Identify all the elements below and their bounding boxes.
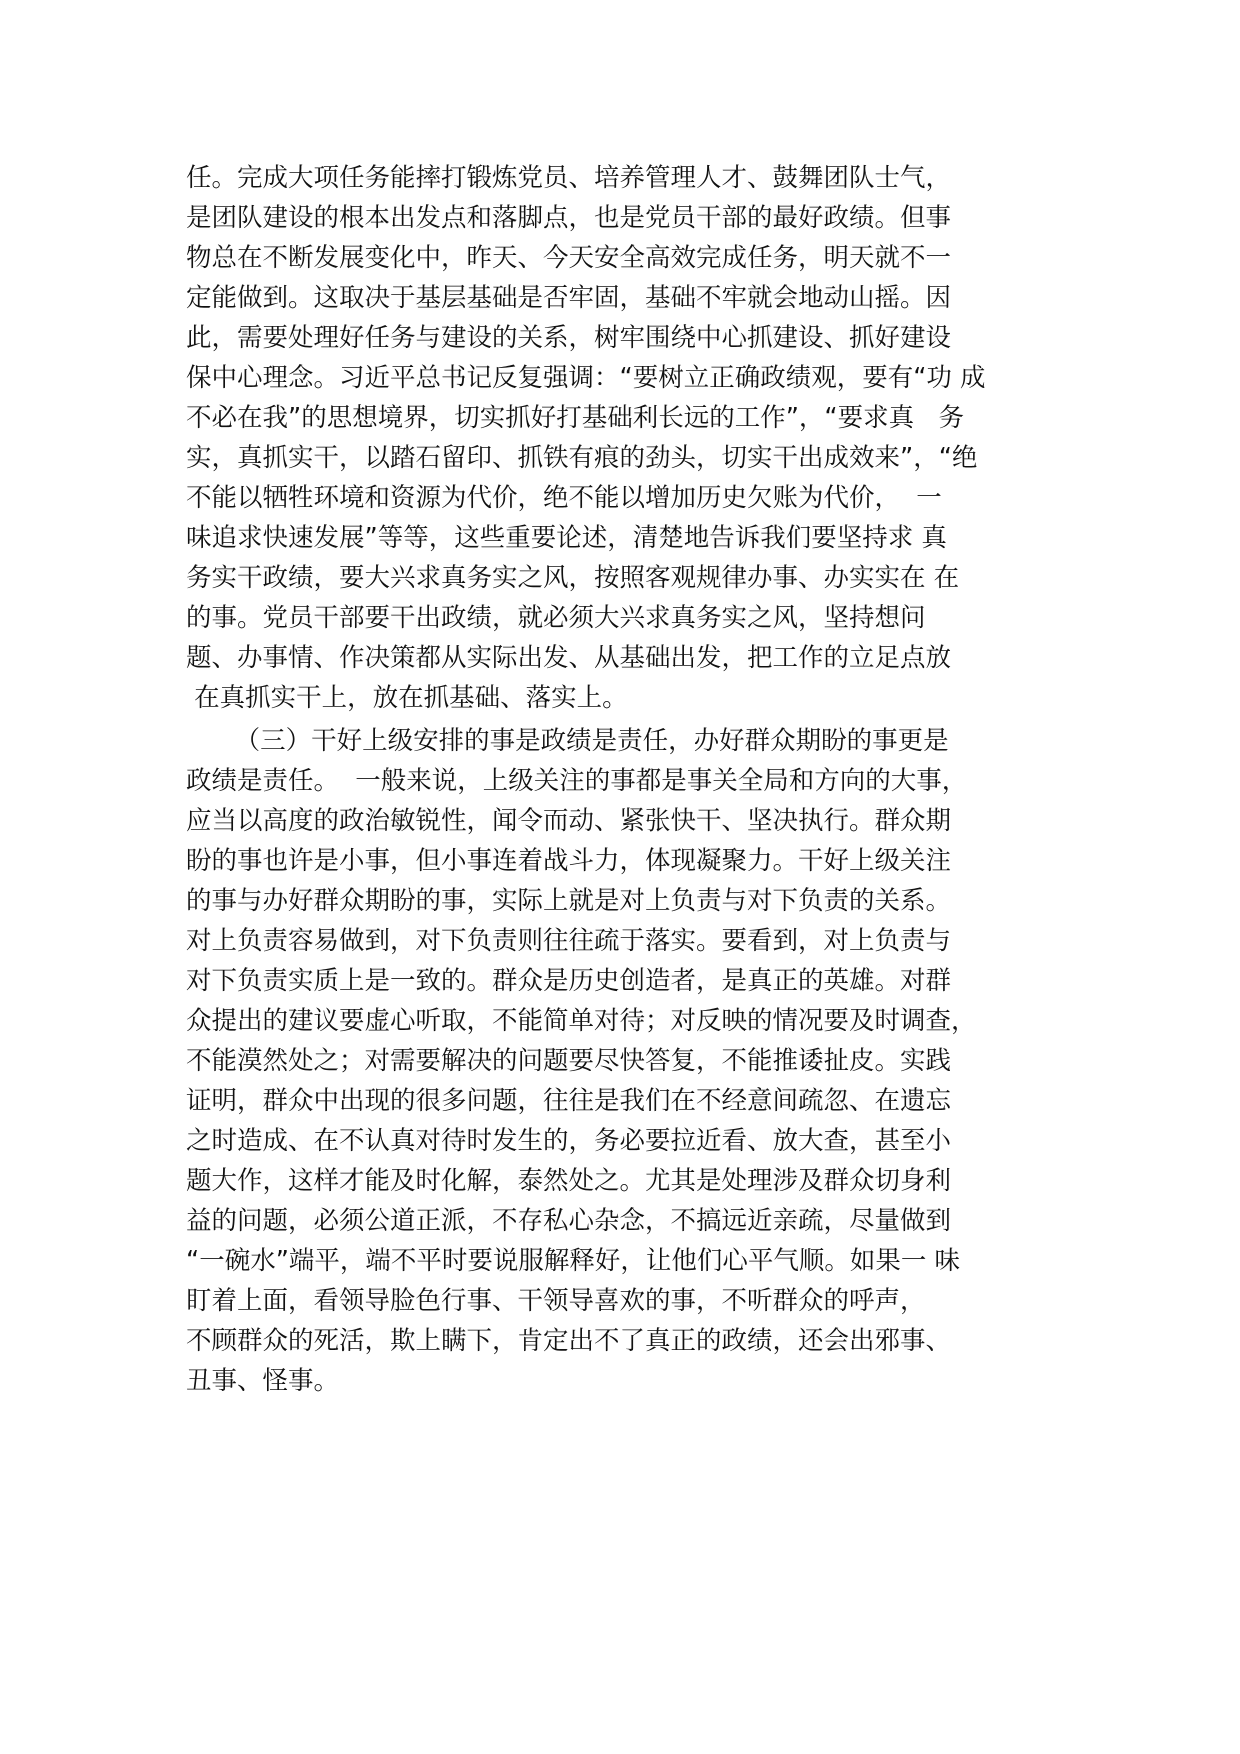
text-line: 不必在我”的思想境界，切实抓好打基础利长远的工作”，“要求真 务 [186, 403, 964, 433]
text-line: 政绩是责任。 一般来说，上级关注的事都是事关全局和方向的大事， [186, 766, 968, 796]
text-line: 应当以高度的政治敏锐性，闻令而动、紧张快干、坚决执行。群众期 [186, 806, 952, 836]
text-line: 定能做到。这取决于基层基础是否牢固，基础不牢就会地动山摇。因 [186, 283, 952, 313]
text-line: “一碗水”端平，端不平时要说服解释好，让他们心平气顺。如果一 味 [186, 1246, 961, 1276]
text-line: 务实干政绩，要大兴求真务实之风，按照客观规律办事、办实实在 在 [186, 563, 960, 593]
text-line: 对上负责容易做到，对下负责则往往疏于落实。要看到，对上负责与 [186, 926, 952, 956]
text-line: 不能以牺牲环境和资源为代价，绝不能以增加历史欠账为代价， 一 [186, 483, 942, 513]
text-line: 任。完成大项任务能摔打锻炼党员、培养管理人才、鼓舞团队士气， [186, 163, 952, 193]
text-line: （三）干好上级安排的事是政绩是责任，办好群众期盼的事更是 [186, 726, 949, 756]
text-line: 题大作，这样才能及时化解，泰然处之。尤其是处理涉及群众切身利 [186, 1166, 952, 1196]
text-line: 益的问题，必须公道正派，不存私心杂念，不搞远近亲疏，尽量做到 [186, 1206, 952, 1236]
text-line: 此，需要处理好任务与建设的关系，树牢围绕中心抓建设、抓好建设 [186, 323, 952, 353]
text-line: 味追求快速发展”等等，这些重要论述，清楚地告诉我们要坚持求 真 [186, 523, 947, 553]
paragraph-1 [186, 162, 1066, 722]
text-line: 物总在不断发展变化中，昨天、今天安全高效完成任务，明天就不一 [186, 243, 952, 273]
text-line: 证明，群众中出现的很多问题，往往是我们在不经意间疏忽、在遗忘 [186, 1086, 952, 1116]
text-line: 题、办事情、作决策都从实际出发、从基础出发，把工作的立足点放 [186, 643, 952, 673]
text-line: 盼的事也许是小事，但小事连着战斗力，体现凝聚力。干好上级关注 [186, 846, 952, 876]
text-line: 保中心理念。习近平总书记反复强调：“要树立正确政绩观，要有“功 成 [186, 363, 986, 393]
text-line: 不顾群众的死活，欺上瞒下，肯定出不了真正的政绩，还会出邪事、 [186, 1326, 952, 1356]
text-line: 众提出的建议要虚心听取，不能简单对待；对反映的情况要及时调查， [186, 1006, 977, 1036]
text-line: 之时造成、在不认真对待时发生的，务必要拉近看、放大查，甚至小 [186, 1126, 952, 1156]
text-line: 盯着上面，看领导脸色行事、干领导喜欢的事，不听群众的呼声， [186, 1286, 926, 1316]
text-line: 的事。党员干部要干出政绩，就必须大兴求真务实之风，坚持想问 [186, 603, 926, 633]
text-line: 的事与办好群众期盼的事，实际上就是对上负责与对下负责的关系。 [186, 886, 952, 916]
text-line: 丑事、怪事。 [186, 1366, 340, 1396]
text-line: 实，真抓实干，以踏石留印、抓铁有痕的劲头，切实干出成效来”，“绝 [186, 443, 978, 473]
text-line: 不能漠然处之；对需要解决的问题要尽快答复，不能推诿扯皮。实践 [186, 1046, 952, 1076]
text-line: 对下负责实质上是一致的。群众是历史创造者，是真正的英雄。对群 [186, 966, 952, 996]
text-line: 在真抓实干上，放在抓基础、落实上。 [186, 683, 628, 713]
paragraph-2 [186, 725, 1066, 1405]
text-line: 是团队建设的根本出发点和落脚点，也是党员干部的最好政绩。但事 [186, 203, 952, 233]
